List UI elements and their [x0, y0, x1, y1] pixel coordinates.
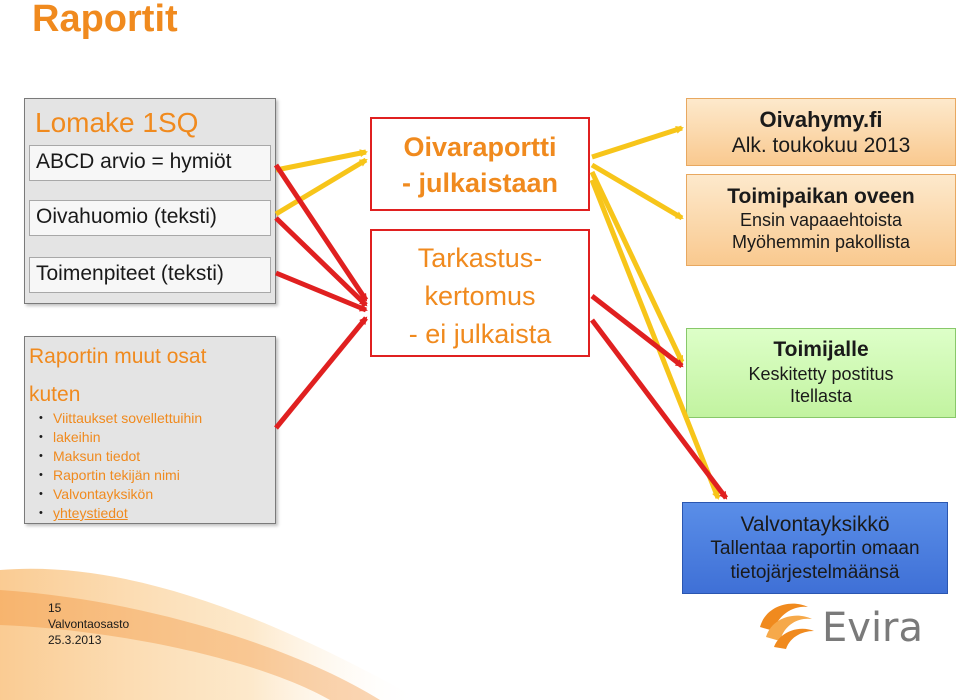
oivaraportti-line2: - julkaistaan [401, 168, 559, 198]
list-item: • Viittaukset sovellettuihin [39, 409, 202, 428]
tarkastus-box [370, 229, 590, 357]
toimipaikan-heading: Toimipaikan oveen [727, 185, 915, 208]
other-parts-list [39, 409, 202, 523]
other-parts-panel [24, 336, 276, 524]
oivahymy-box [686, 98, 956, 166]
form-panel [24, 98, 276, 304]
page-number: 15 [48, 601, 62, 615]
form-field-abcd: ABCD arvio = hymiöt [29, 145, 271, 181]
other-parts-heading-line1: Raportin muut osat [29, 345, 207, 368]
list-item: • lakeihin [39, 428, 202, 447]
valvontayksikko-line1: Tallentaa raportin omaan [710, 538, 920, 559]
form-field-oivahuomio: Oivahuomio (teksti) [29, 200, 271, 236]
valvontayksikko-line2: tietojärjestelmäänsä [730, 562, 900, 583]
list-item: • Valvontayksikön [39, 485, 202, 504]
form-title: Lomake 1SQ [35, 107, 199, 138]
oivaraportti-box [370, 117, 590, 211]
oivahymy-text: Alk. toukokuu 2013 [731, 134, 911, 157]
oivahymy-heading: Oivahymy.fi [759, 107, 883, 132]
page-title: Raportit [32, 0, 178, 40]
toimipaikan-line2: Myöhemmin pakollista [731, 232, 911, 252]
list-item: • yhteystiedot [39, 504, 202, 523]
toimijalle-box [686, 328, 956, 418]
tarkastus-line3: - ei julkaista [408, 319, 552, 349]
toimijalle-heading: Toimijalle [773, 338, 869, 361]
footer-date: 25.3.2013 [48, 633, 102, 647]
tarkastus-line1: Tarkastus- [417, 243, 543, 273]
toimijalle-line1: Keskitetty postitus [748, 364, 894, 384]
toimipaikan-line1: Ensin vapaaehtoista [739, 210, 903, 230]
form-field-toimenpiteet: Toimenpiteet (teksti) [29, 257, 271, 293]
oivaraportti-line1: Oivaraportti [403, 132, 557, 162]
valvontayksikko-heading: Valvontayksikkö [740, 513, 890, 536]
list-item: • Raportin tekijän nimi [39, 466, 202, 485]
other-parts-heading-line2: kuten [29, 383, 81, 406]
valvontayksikko-box [682, 502, 948, 594]
evira-logo [756, 597, 926, 657]
evira-logo-text: Evira [822, 605, 924, 651]
toimipaikan-box [686, 174, 956, 266]
slide-footer [48, 600, 129, 648]
footer-unit: Valvontaosasto [48, 617, 130, 631]
tarkastus-line2: kertomus [424, 281, 536, 311]
list-item: • Maksun tiedot [39, 447, 202, 466]
toimijalle-line2: Itellasta [789, 386, 853, 406]
